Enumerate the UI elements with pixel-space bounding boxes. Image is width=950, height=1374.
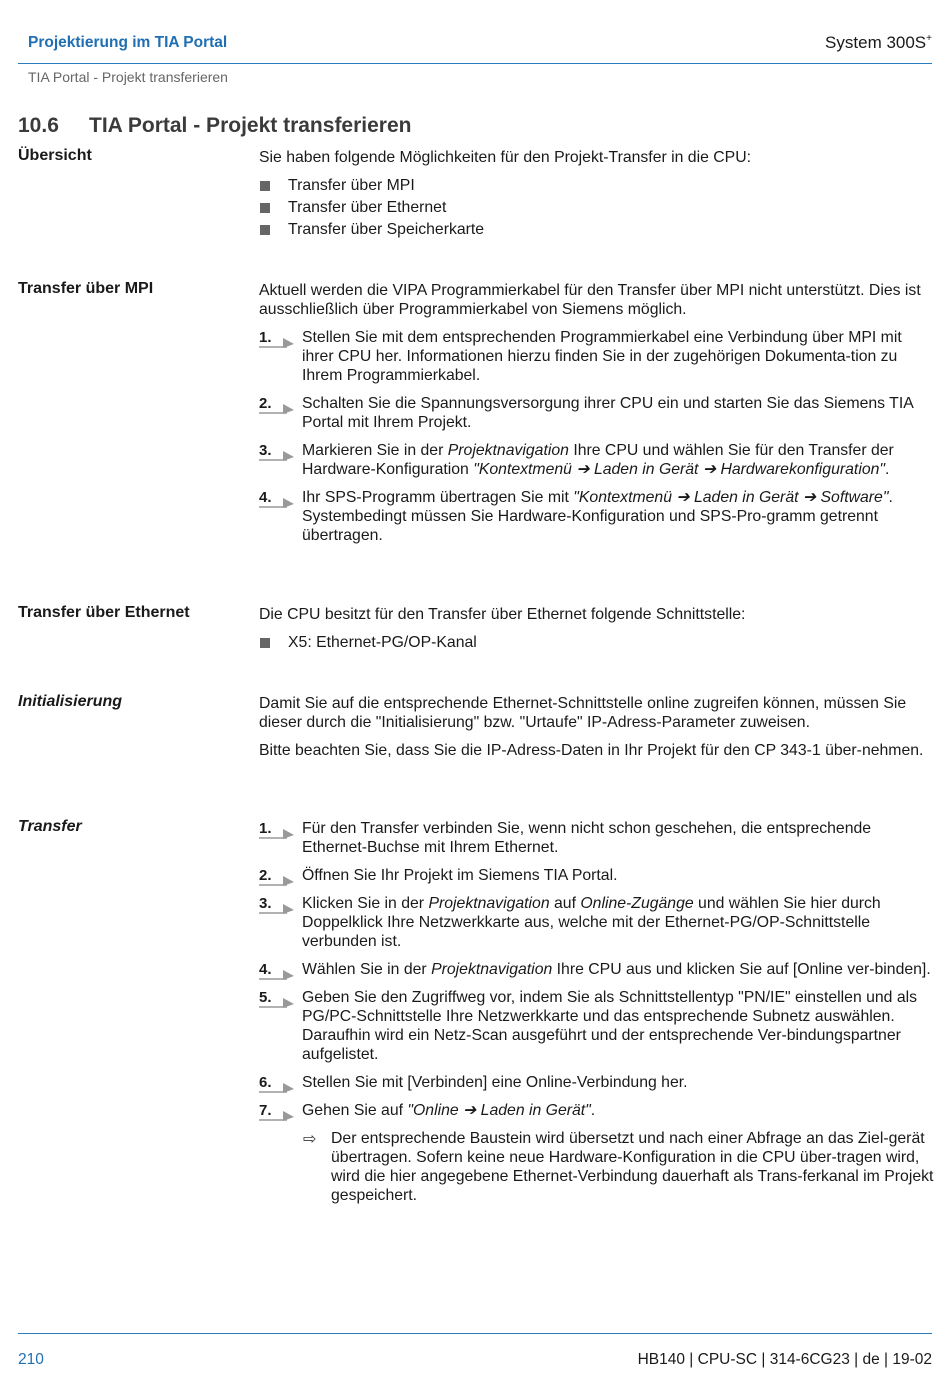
header-divider (18, 63, 932, 64)
header-subtitle: TIA Portal - Projekt transferieren (28, 69, 228, 85)
step-text-part: auf (549, 895, 581, 912)
step-number: 1. (259, 329, 272, 346)
step-arrow-icon (259, 968, 295, 980)
step-item (259, 488, 934, 545)
list-item (259, 633, 934, 655)
step-item (259, 866, 934, 885)
ethernet-content (259, 605, 934, 655)
step-arrow-icon (259, 996, 295, 1008)
step-item (259, 894, 934, 951)
step-item (259, 394, 934, 432)
step-text-part: Wählen Sie in der (302, 961, 432, 978)
list-item-text: Transfer über Ethernet (288, 199, 447, 216)
step-text: Öffnen Sie Ihr Projekt im Siemens TIA Portal. (302, 867, 618, 884)
list-item-text: Transfer über MPI (288, 177, 415, 194)
step-item (259, 1101, 934, 1120)
section-number: 10.6 (18, 114, 59, 137)
label-transfer-ethernet: Transfer über Ethernet (18, 604, 190, 621)
header-system-sup: + (926, 33, 932, 44)
ethernet-intro: Die CPU besitzt für den Transfer über Ethernet folgende Schnittstelle: (259, 606, 746, 623)
step-text: Schalten Sie die Spannungsversorgung ihrer CPU ein und starten Sie das Siemens TIA Portal mit Ihrem Projekt. (302, 395, 913, 431)
step-item (259, 328, 934, 385)
step-text (302, 442, 894, 478)
step-number: 1. (259, 820, 272, 837)
step-text-part: Ihr SPS-Programm übertragen Sie mit (302, 489, 574, 506)
step-arrow-icon (259, 336, 295, 348)
init-paragraph-2: Bitte beachten Sie, dass Sie die IP-Adress-Daten in Ihr Projekt für den CP 343-1 über-nehmen. (259, 742, 924, 759)
init-content (259, 694, 934, 760)
step-item (259, 988, 934, 1064)
step-text-part: Gehen Sie auf (302, 1102, 408, 1119)
step-text-part: Markieren Sie in der (302, 442, 448, 459)
label-transfer: Transfer (18, 818, 82, 835)
step-text-emph: Projektnavigation (447, 442, 569, 459)
step-text-part: Ihre CPU aus und klicken Sie auf [Online ver-binden]. (552, 961, 931, 978)
list-item (259, 198, 934, 220)
step-number: 7. (259, 1102, 272, 1119)
list-item (259, 220, 934, 242)
uebersicht-content (259, 148, 934, 242)
step-number: 6. (259, 1074, 272, 1091)
uebersicht-intro: Sie haben folgende Möglichkeiten für den Projekt-Transfer in die CPU: (259, 149, 752, 166)
result-arrow-icon: ⇨ (303, 1131, 317, 1148)
page-number: 210 (18, 1351, 44, 1368)
label-uebersicht: Übersicht (18, 147, 92, 164)
step-text-part: Ihre CPU und wählen Sie für den Transfer der Hardware-Konfiguration (302, 442, 894, 478)
list-item-text: X5: Ethernet-PG/OP-Kanal (288, 634, 477, 651)
step-arrow-icon (259, 1081, 295, 1093)
step-item (259, 441, 934, 479)
step-arrow-icon (259, 1109, 295, 1121)
list-item (259, 176, 934, 198)
step-text: Für den Transfer verbinden Sie, wenn nicht schon geschehen, die entsprechende Ethernet-Buchse mit Ihrem Ethernet. (302, 820, 872, 856)
label-initialisierung: Initialisierung (18, 693, 123, 710)
step-arrow-icon (259, 902, 295, 914)
step-text: Geben Sie den Zugriffweg vor, indem Sie als Schnittstellentyp "PN/IE" einstellen und als PG/PC-Schnittstelle Ihre Netzwerkkarte und das entsprechende Subnetz auswählen. Daraufhin wird ein Netz-Scan ausgeführt und der entsprechende Ver-bindungspartner aufgelistet. (302, 989, 918, 1063)
step-text-menu-path: "Online ➔ Laden in Gerät" (407, 1102, 591, 1119)
label-transfer-mpi: Transfer über MPI (18, 280, 154, 297)
step-text: Stellen Sie mit [Verbinden] eine Online-Verbindung her. (302, 1074, 688, 1091)
step-number: 3. (259, 895, 272, 912)
step-text-menu-path: "Kontextmenü ➔ Laden in Gerät ➔ Hardwarekonfiguration" (473, 461, 886, 478)
step-text-emph: Projektnavigation (428, 895, 550, 912)
bullet-square-icon (260, 225, 270, 235)
step-text-menu-path: "Kontextmenü ➔ Laden in Gerät ➔ Software" (573, 489, 889, 506)
header-chapter: Projektierung im TIA Portal (28, 34, 228, 51)
step-number: 4. (259, 489, 272, 506)
step-text-emph: Online-Zugänge (580, 895, 694, 912)
step-number: 4. (259, 961, 272, 978)
bullet-square-icon (260, 181, 270, 191)
step-number: 5. (259, 989, 272, 1006)
step-item (259, 1073, 934, 1092)
step-text-part: . (885, 461, 890, 478)
step-item (259, 819, 934, 857)
step-number: 2. (259, 867, 272, 884)
document-id: HB140 | CPU-SC | 314-6CG23 | de | 19-02 (637, 1351, 932, 1368)
step-number: 2. (259, 395, 272, 412)
mpi-intro: Aktuell werden die VIPA Programmierkabel für den Transfer über MPI nicht unterstützt. Dies ist ausschließlich über Programmierkabel von Siemens möglich. (259, 282, 921, 318)
bullet-square-icon (260, 203, 270, 213)
bullet-square-icon (260, 638, 270, 648)
result-item (259, 1129, 934, 1205)
step-text-part: . (590, 1102, 596, 1119)
step-text-part: und wählen Sie hier durch Doppelklick Ihre Netzwerkkarte aus, welche mit der Ethernet-PG/OP-Schnittstelle verbunden ist. (302, 895, 881, 950)
step-text (302, 895, 881, 950)
step-arrow-icon (259, 402, 295, 414)
step-item (259, 960, 934, 979)
transfer-content (259, 819, 934, 1205)
step-text-part: . Systembedingt müssen Sie Hardware-Konfiguration und SPS-Pro-gramm getrennt übertragen. (302, 489, 893, 544)
footer-divider (18, 1333, 932, 1334)
section-title (18, 114, 411, 138)
header-system-name: System 300S (825, 33, 927, 52)
step-text: Stellen Sie mit dem entsprechenden Programmierkabel eine Verbindung über MPI mit ihrer CPU her. Informationen hierzu finden Sie in der zugehörigen Dokumenta-tion zu Ihrem Programmierkabel. (302, 329, 902, 384)
step-arrow-icon (259, 874, 295, 886)
step-text (302, 1102, 595, 1119)
init-paragraph-1: Damit Sie auf die entsprechende Ethernet-Schnittstelle online zugreifen können, müssen Sie dieser durch die "Initialisierung" bzw. "Urtaufe" IP-Adress-Parameter zuweisen. (259, 695, 907, 731)
step-text (302, 961, 931, 978)
step-text (302, 489, 893, 544)
section-heading: TIA Portal - Projekt transferieren (89, 114, 412, 137)
step-number: 3. (259, 442, 272, 459)
step-arrow-icon (259, 827, 295, 839)
step-arrow-icon (259, 496, 295, 508)
step-text-emph: Projektnavigation (431, 961, 553, 978)
step-text-part: Klicken Sie in der (302, 895, 429, 912)
list-item-text: Transfer über Speicherkarte (288, 221, 485, 238)
mpi-content (259, 281, 934, 554)
header-system (825, 33, 932, 53)
result-text: Der entsprechende Baustein wird übersetzt und nach einer Abfrage an das Ziel-gerät übertragen. Sofern keine neue Hardware-Konfiguration in die CPU über-tragen wird, wird die hier angegebene Ethernet-Verbindung dauerhaft als Trans-ferkanal im Projekt gespeichert. (331, 1130, 934, 1204)
step-arrow-icon (259, 449, 295, 461)
